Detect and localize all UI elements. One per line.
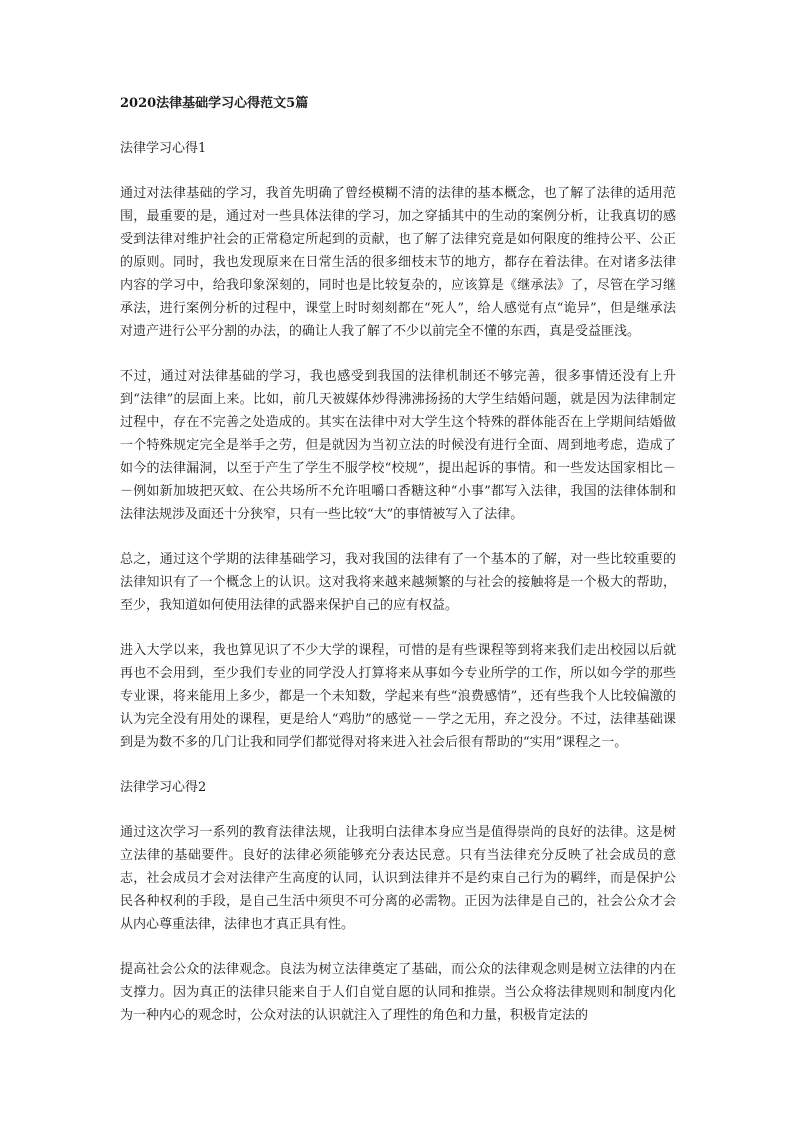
paragraph: 通过对法律基础的学习，我首先明确了曾经模糊不清的法律的基本概念，也了解了法律的适用范围，最重要的是，通过对一些具体法律的学习，加之穿插其中的生动的案例分析，让我真切的感受到法律对维护社会的正常稳定所起到的贡献，也了解了法律究竟是如何限度的维持公平、公正的原则。同时，我也发现原来在日常生活的很多细枝末节的地方，都存在着法律。在对诸多法律内容的学习中，给我印象深刻的，同时也是比较复杂的，应该算是《继承法》了，尽管在学习继承法，进行案例分析的过程中，课堂上时时刻刻都在“死人”，给人感觉有点“诡异”，但是继承法对遗产进行公平分割的办法，的确让人我了解了不少以前完全不懂的东西，真是受益匪浅。: [120, 186, 676, 339]
section-heading-2: 法律学习心得2: [120, 780, 207, 795]
section-heading-1: 法律学习心得1: [120, 141, 207, 156]
paragraph: 通过这次学习一系列的教育法律法规，让我明白法律本身应当是值得崇尚的良好的法律。这是树立法律的基础要件。良好的法律必须能够充分表达民意。只有当法律充分反映了社会成员的意志，社会成员才会对法律产生高度的认同，认识到法律并不是约束自己行为的羁绊，而是保护公民各种权利的手段，是自己生活中须臾不可分离的必需物。正因为法律是自己的，社会公众才会从内心尊重法律，法律也才真正具有性。: [120, 825, 676, 932]
document-title: 2020法律基础学习心得范文5篇: [120, 96, 309, 111]
paragraph: 总之，通过这个学期的法律基础学习，我对我国的法律有了一个基本的了解，对一些比较重要的法律知识有了一个概念上的认识。这对我将来越来越频繁的与社会的接触将是一个极大的帮助，至少，我知道如何使用法律的武器来保护自己的应有权益。: [120, 552, 676, 613]
document-body: [120, 92, 676, 1027]
paragraph: 提高社会公众的法律观念。良法为树立法律奠定了基础，而公众的法律观念则是树立法律的内在支撑力。因为真正的法律只能来自于人们自觉自愿的认同和推崇。当公众将法律规则和制度内化为一种内心的观念时，公众对法的认识就注入了理性的角色和力量，积极肯定法的: [120, 962, 676, 1023]
paragraph: 进入大学以来，我也算见识了不少大学的课程，可惜的是有些课程等到将来我们走出校园以后就再也不会用到，至少我们专业的同学没人打算将来从事如今专业所学的工作，所以如今学的那些专业课，将来能用上多少，都是一个未知数，学起来有些“浪费感情”，还有些我个人比较偏激的认为完全没有用处的课程，更是给人“鸡肋”的感觉－－学之无用，弃之没分。不过，法律基础课到是为数不多的几门让我和同学们都觉得对将来进入社会后很有帮助的“实用”课程之一。: [120, 643, 676, 750]
paragraph: 不过，通过对法律基础的学习，我也感受到我国的法律机制还不够完善，很多事情还没有上升到“法律”的层面上来。比如，前几天被媒体炒得沸沸扬扬的大学生结婚问题，就是因为法律制定过程中，存在不完善之处造成的。其实在法律中对大学生这个特殊的群体能否在上学期间结婚做一个特殊规定完全是举手之劳，但是就因为当初立法的时候没有进行全面、周到地考虑，造成了如今的法律漏洞，以至于产生了学生不服学校“校规”，提出起诉的事情。和一些发达国家相比－－例如新加坡把灭蚊、在公共场所不允许咀嚼口香糖这种“小事”都写入法律，我国的法律体制和法律法规涉及面还十分狭窄，只有一些比较“大”的事情被写入了法律。: [120, 369, 676, 522]
